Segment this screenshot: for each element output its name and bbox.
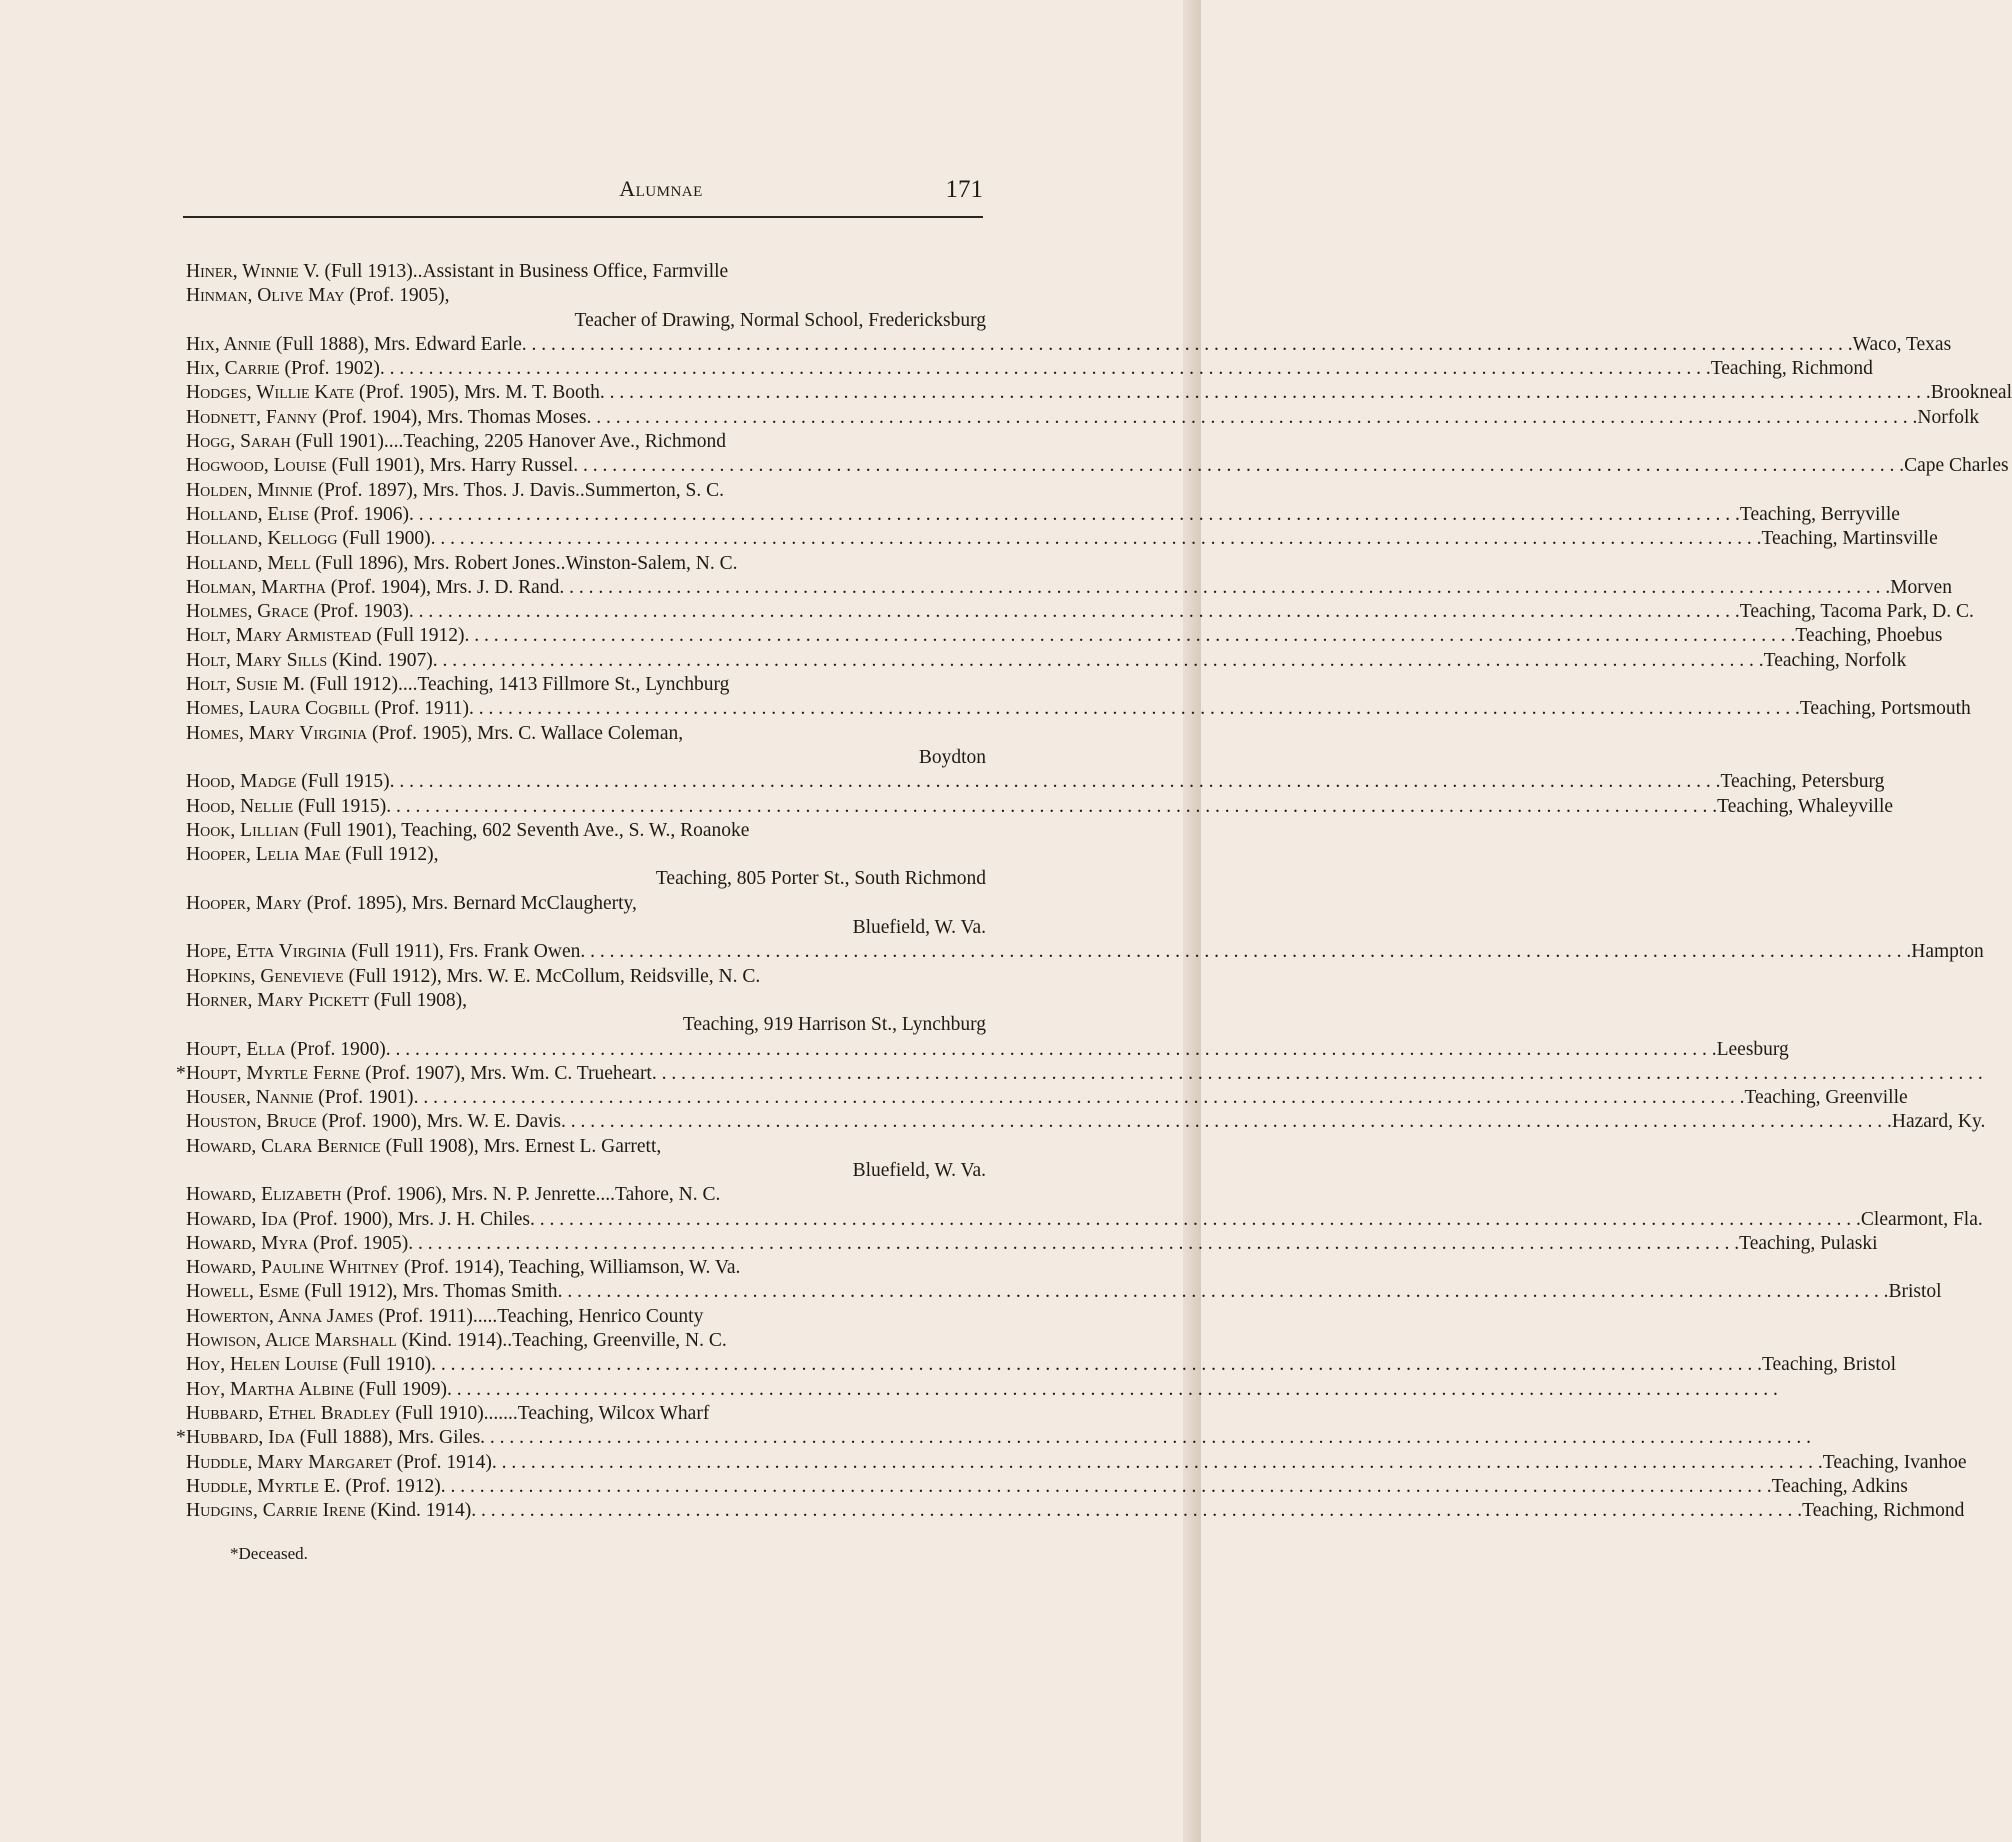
entry-location: Brookneal [1930,382,2012,404]
entry-location: Teaching, Portsmouth [1799,698,1971,720]
alumna-entry [186,527,1938,551]
entry-details: (Full 1908), Mrs. Ernest L. Garrett, [385,1135,662,1157]
entry-lead [186,770,390,794]
entry-lead [186,1306,703,1327]
entry-line [186,406,1980,430]
entry-lead [186,990,467,1011]
alumna-name: Hook, Lillian [186,819,299,841]
alumna-entry [186,965,986,989]
dot-leader [431,527,1762,551]
alumna-entry [186,1402,986,1426]
alumna-name: Holland, Elise [186,503,309,525]
entry-lead [186,1330,727,1351]
dot-leader [530,1208,1861,1232]
alumna-name: Hoy, Martha Albine [186,1378,354,1400]
entry-details: (Prof. 1903) [313,601,409,623]
entry-line [186,624,1943,648]
entry-details: (Prof. 1900), Mrs. J. H. Chiles [292,1208,531,1230]
alumna-entry [186,479,986,503]
alumna-entry [186,1110,1986,1134]
entry-details: (Full 1910).......Teaching, Wilcox Wharf [395,1402,710,1424]
entry-line [186,1280,1942,1304]
dot-leader [386,795,1717,819]
entry-continuation: Bluefield, W. Va. [852,917,986,939]
page-number: 171 [945,176,983,203]
alumna-entry [186,843,986,892]
entry-lead [186,1475,441,1499]
entry-lead [186,940,580,964]
alumna-name: Hudgins, Carrie Irene [186,1500,366,1522]
alumna-entry [186,722,986,771]
entry-location: Hazard, Ky. [1891,1111,1986,1133]
entry-line [186,1208,1983,1232]
entry-lead [186,1403,709,1424]
entry-line [186,1232,1878,1256]
entry-details: (Full 1913)..Assistant in Business Office, Farmville [324,261,729,282]
entry-location: Teaching, Norfolk [1763,649,1907,671]
dot-leader [447,1378,1778,1402]
entry-location: Cape Charles [1904,455,2009,477]
entry-details: (Full 1912), [345,844,439,866]
entry-lead [186,1451,492,1475]
alumna-entry [186,624,1943,648]
dot-leader [652,1062,1983,1086]
entry-line [186,1110,1986,1134]
entry-lead [186,820,749,841]
entry-continuation: Boydton [918,746,986,768]
entry-line [186,673,986,697]
alumna-entry [186,1378,986,1402]
entry-details: (Prof. 1905), Mrs. M. T. Booth [359,382,600,404]
entry-details: (Prof. 1914) [396,1451,492,1473]
entry-location: Norfolk [1917,406,1980,428]
alumna-name: Hogwood, Louise [186,455,327,477]
entry-lead [186,1426,480,1450]
alumna-name: Huddle, Myrtle E. [186,1475,341,1497]
alumna-name: Hubbard, Ethel Bradley [186,1402,391,1424]
entry-details: (Prof. 1895), Mrs. Bernard McClaugherty, [306,892,637,914]
entry-line [186,989,986,1013]
entry-location: Leesburg [1716,1038,1789,1060]
alumna-name: Hooper, Mary [186,892,302,914]
alumna-name: Holman, Martha [186,576,326,598]
alumna-entry [186,697,1971,721]
entry-location: Teaching, Petersburg [1720,771,1885,793]
alumna-entry [186,1475,1908,1499]
alumna-name: Huddle, Mary Margaret [186,1451,392,1473]
alumna-entry [186,770,1885,794]
alumna-name: Hinman, Olive May [186,285,345,307]
entry-lead [186,1136,661,1157]
entry-continuation: Teacher of Drawing, Normal School, Fredericksburg [574,309,986,331]
entry-lead [186,966,760,987]
alumna-name: Hix, Carrie [186,358,280,380]
alumna-entry [186,673,986,697]
entry-lead [186,1110,561,1134]
alumna-name: Hodges, Willie Kate [186,382,355,404]
entry-location: Teaching, Martinsville [1761,528,1938,550]
alumna-entry [186,1280,1942,1304]
entry-line [186,576,1952,600]
entry-details: (Full 1901), Mrs. Harry Russel [331,455,574,477]
entry-details: (Prof. 1900), Mrs. W. E. Davis [321,1111,561,1133]
entry-line [186,333,1952,357]
alumna-name: Hodnett, Fanny [186,406,318,428]
entry-line [186,260,986,284]
entry-details: (Full 1888), Mrs. Edward Earle [275,333,522,355]
entry-continuation: Teaching, 805 Porter St., South Richmond [655,868,986,890]
entry-location: Teaching, Richmond [1710,358,1873,380]
alumna-name: Homes, Laura Cogbill [186,698,370,720]
dot-leader [409,503,1740,527]
dot-leader [431,1353,1762,1377]
entry-details: (Prof. 1904), Mrs. J. D. Rand [330,576,560,598]
alumna-name: Howell, Esme [186,1281,300,1303]
entry-lead [186,503,409,527]
entry-lead [186,1353,431,1377]
entry-details: (Full 1900) [342,528,431,550]
entry-location: Teaching, Bristol [1761,1354,1896,1376]
entry-location: Waco, Texas [1852,333,1952,355]
entry-lead [186,1499,471,1523]
alumna-name: Hood, Nellie [186,795,294,817]
dot-leader [522,333,1853,357]
alumna-name: Holt, Mary Sills [186,649,328,671]
alumna-name: Houpt, Ella [186,1038,286,1060]
alumna-entry [176,1426,986,1450]
entry-lead [186,285,449,306]
dot-leader [558,1280,1889,1304]
entry-line [186,1402,986,1426]
alumna-name: Howard, Ida [186,1208,288,1230]
deceased-marker: * [176,1062,186,1084]
entry-lead [186,454,573,478]
entry-line [186,965,986,989]
entry-details: (Prof. 1911).....Teaching, Henrico County [378,1305,704,1327]
entry-line [186,1451,1967,1475]
alumna-entry [186,333,1952,357]
alumna-name: Howard, Myra [186,1232,309,1254]
alumna-entry [186,989,986,1038]
alumna-entry [186,284,986,333]
entry-lead [186,406,587,430]
alumna-entry [186,430,986,454]
dot-leader [465,624,1796,648]
entry-details: (Full 1901)....Teaching, 2205 Hanover Ave., Richmond [295,431,727,453]
dot-leader [492,1451,1823,1475]
alumna-name: Homes, Mary Virginia [186,722,368,744]
dot-leader [409,600,1740,624]
entry-lead [186,261,728,282]
entry-lead [186,844,438,865]
entry-details: (Full 1912)....Teaching, 1413 Fillmore St., Lynchburg [309,674,730,696]
alumna-name: Houpt, Myrtle Ferne [186,1062,361,1084]
entry-line [186,1135,986,1159]
entry-line [186,1038,1789,1062]
entry-lead [186,649,433,673]
entry-continuation: Teaching, 919 Harrison St., Lynchburg [682,1014,986,1036]
alumna-entry [186,381,2012,405]
entry-line [186,479,986,503]
entry-lead [186,624,465,648]
entry-details: (Prof. 1905), Mrs. C. Wallace Coleman, [372,722,684,744]
entry-location: Teaching, Tacoma Park, D. C. [1739,601,1974,623]
entry-details: (Prof. 1897), Mrs. Thos. J. Davis..Summerton, S. C. [317,479,725,501]
entry-location: Teaching, Ivanhoe [1822,1451,1967,1473]
entry-lead [186,1378,447,1402]
alumna-entry [186,357,1873,381]
entry-details: (Prof. 1907), Mrs. Wm. C. Trueheart [365,1062,652,1084]
entry-location: Teaching, Berryville [1739,503,1900,525]
dot-leader [559,576,1890,600]
alumna-name: Holt, Mary Armistead [186,625,372,647]
dot-leader [600,381,1931,405]
alumna-entry [186,1135,986,1184]
alumna-entry [186,1232,1878,1256]
entry-location: Teaching, Whaleyville [1717,795,1894,817]
entry-lead [186,723,683,744]
alumna-name: Hogg, Sarah [186,431,291,453]
entry-lead [186,795,386,819]
alumna-name: Hopkins, Genevieve [186,965,344,987]
alumna-entry [176,1062,986,1086]
entry-details: (Kind. 1907) [332,649,433,671]
alumna-entry [186,819,986,843]
dot-leader [561,1110,1892,1134]
entry-lead [186,674,729,695]
alumna-name: Howard, Pauline Whitney [186,1257,400,1279]
entry-line [186,1086,1908,1110]
alumna-entry [186,454,2009,478]
dot-leader [471,1499,1802,1523]
entry-lead [186,480,724,501]
entry-lead [186,1280,558,1304]
entry-line [186,552,986,576]
running-head: Alumnae [619,176,703,201]
dot-leader [414,1086,1745,1110]
alumna-entry [186,940,1984,964]
alumna-name: Houston, Bruce [186,1111,317,1133]
alumna-entry [186,1305,986,1329]
alumna-entry [186,649,1907,673]
entry-line [186,722,986,746]
entry-location: Teaching, Adkins [1771,1475,1908,1497]
entry-line [186,1499,1965,1523]
entry-details: (Prof. 1901) [318,1087,414,1109]
entry-lead [186,381,600,405]
entry-line [176,1426,986,1450]
entry-details: (Prof. 1911) [374,698,469,720]
entry-lead [186,600,409,624]
entry-line [186,843,986,867]
alumna-entry [186,1256,986,1280]
alumna-entry [186,1086,1908,1110]
entry-details: (Prof. 1914), Teaching, Williamson, W. Va. [404,1257,741,1279]
entry-line [186,600,1974,624]
entry-details: (Full 1912), Mrs. Thomas Smith [304,1281,558,1303]
footnote: *Deceased. [230,1544,308,1563]
entry-lead [186,1208,530,1232]
alumna-entry [186,260,986,284]
alumna-entry [186,1038,1789,1062]
dot-leader [480,1426,1811,1450]
alumna-entry [186,795,1894,819]
alumna-name: Holland, Mell [186,552,311,574]
entry-location: Morven [1890,576,1952,598]
entry-lead [186,1086,414,1110]
entry-location: Teaching, Richmond [1802,1500,1965,1522]
entry-line [186,430,986,454]
alumna-name: Hope, Etta Virginia [186,941,347,963]
entry-details: (Full 1910) [342,1354,432,1376]
entry-details: (Prof. 1906), Mrs. N. P. Jenrette....Tahore, N. C. [346,1184,721,1206]
entry-lead [186,1038,386,1062]
entry-lead [186,357,380,381]
alumna-entry [186,1183,986,1207]
entry-line [186,1305,986,1329]
alumna-name: Howard, Clara Bernice [186,1135,381,1157]
entry-lead [186,527,431,551]
entry-details: (Prof. 1905), [349,285,450,307]
alumna-name: Hix, Annie [186,333,272,355]
alumna-name: Hoy, Helen Louise [186,1354,338,1376]
dot-leader [386,1038,1717,1062]
entry-details: (Full 1888), Mrs. Giles [299,1427,481,1449]
entry-line [186,527,1938,551]
entry-line [186,940,1984,964]
entry-line [186,1378,986,1402]
entry-details: (Full 1912) [376,625,465,647]
alumna-name: Hiner, Winnie V. [186,261,320,282]
alumna-name: Holt, Susie M. [186,674,305,696]
page-edge [1183,0,1201,1842]
entry-lead [186,553,738,574]
dot-leader [380,357,1711,381]
alumna-name: Houser, Nannie [186,1087,314,1109]
alumnae-list [176,260,2012,1523]
alumna-entry [186,1353,1896,1377]
alumna-entry [186,576,1952,600]
entry-details: (Prof. 1900) [290,1038,386,1060]
dot-leader [573,454,1904,478]
entry-details: (Prof. 1904), Mrs. Thomas Moses [321,406,587,428]
entry-lead [186,333,522,357]
entry-details: (Prof. 1912) [345,1475,441,1497]
entry-line [186,819,986,843]
entry-lead [186,1062,652,1086]
alumna-name: Horner, Mary Pickett [186,989,369,1011]
entry-lead [186,1257,740,1278]
entry-line [186,1183,986,1207]
entry-line [186,770,1885,794]
dot-leader [408,1232,1739,1256]
entry-line [186,697,1971,721]
entry-line [186,1329,986,1353]
alumna-name: Hubbard, Ida [186,1427,295,1449]
entry-line [176,1062,986,1086]
entry-line [186,357,1873,381]
entry-details: (Prof. 1906) [313,503,410,525]
alumna-entry [186,892,986,941]
entry-lead [186,576,559,600]
alumna-name: Hooper, Lelia Mae [186,844,341,866]
alumna-entry [186,406,1980,430]
entry-details: (Full 1912), Mrs. W. E. McCollum, Reidsville, N. C. [348,965,761,987]
dot-leader [580,940,1911,964]
entry-location: Hampton [1911,941,1984,963]
deceased-marker: * [176,1427,186,1449]
entry-details: (Full 1896), Mrs. Robert Jones..Winston-Salem, N. C. [315,552,738,574]
entry-details: (Full 1915) [301,771,390,793]
entry-details: (Kind. 1914) [370,1500,472,1522]
entry-lead [186,1232,408,1256]
alumna-name: Hood, Madge [186,771,297,793]
entry-details: (Prof. 1902) [284,358,380,380]
alumna-entry [186,600,1974,624]
alumna-name: Howerton, Anna James [186,1305,374,1327]
alumna-entry [186,552,986,576]
dot-leader [433,649,1764,673]
alumna-entry [186,1208,1983,1232]
entry-location: Bristol [1888,1281,1942,1303]
dot-leader [469,697,1800,721]
entry-lead [186,431,726,452]
entry-details: (Full 1915) [298,795,387,817]
entry-location: Teaching, Pulaski [1739,1232,1878,1254]
dot-leader [390,770,1721,794]
alumna-entry [186,503,1900,527]
entry-details: (Kind. 1914)..Teaching, Greenville, N. C. [401,1330,727,1352]
alumna-entry [186,1329,986,1353]
page-header [183,176,983,218]
alumna-name: Howison, Alice Marshall [186,1330,397,1352]
dot-leader [587,406,1918,430]
entry-lead [186,893,637,914]
entry-line [186,1475,1908,1499]
entry-location: Teaching, Greenville [1744,1087,1908,1109]
alumna-entry [186,1499,1965,1523]
entry-location: Clearmont, Fla. [1860,1208,1983,1230]
entry-line [186,892,986,916]
entry-line [186,503,1900,527]
entry-line [186,1353,1896,1377]
alumna-entry [186,1451,1967,1475]
alumna-name: Howard, Elizabeth [186,1184,342,1206]
entry-line [186,454,2009,478]
entry-details: (Prof. 1905) [312,1232,409,1254]
entry-line [186,1256,986,1280]
alumna-name: Holden, Minnie [186,479,313,501]
entry-details: (Full 1901), Teaching, 602 Seventh Ave., S. W., Roanoke [303,819,750,841]
dot-leader [441,1475,1772,1499]
entry-location: Teaching, Phoebus [1795,625,1943,647]
alumna-name: Holland, Kellogg [186,528,338,550]
entry-lead [186,697,469,721]
alumna-name: Holmes, Grace [186,601,309,623]
entry-details: (Full 1908), [373,989,467,1011]
entry-line [186,649,1907,673]
entry-details: (Full 1909) [358,1378,448,1400]
entry-line [186,795,1894,819]
entry-lead [186,1184,720,1205]
entry-line [186,284,986,308]
entry-line [186,381,2012,405]
entry-details: (Full 1911), Frs. Frank Owen [351,941,581,963]
entry-continuation: Bluefield, W. Va. [852,1159,986,1181]
